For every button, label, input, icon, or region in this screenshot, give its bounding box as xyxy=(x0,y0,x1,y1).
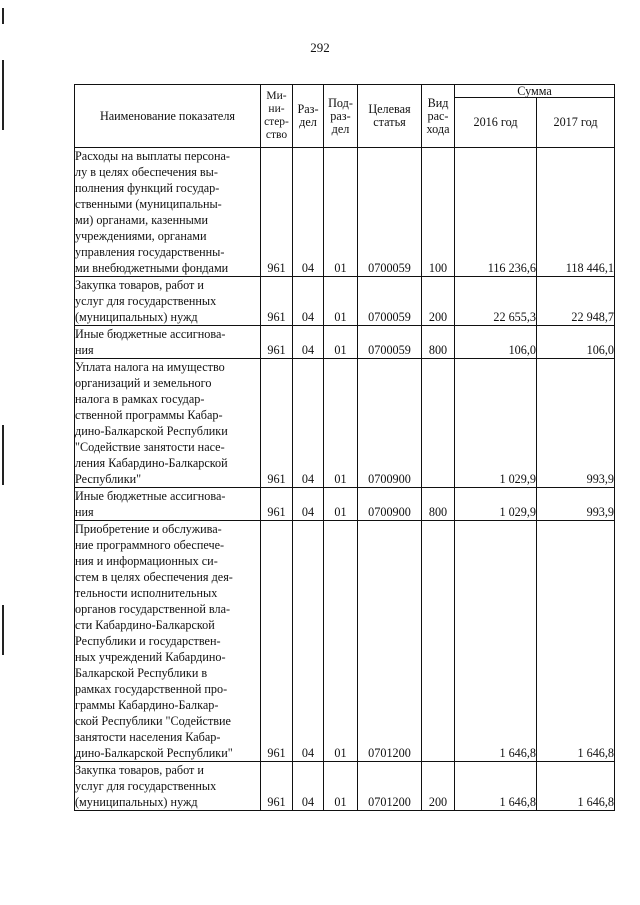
margin-mark xyxy=(2,60,4,130)
row-section: 04 xyxy=(293,277,324,326)
header-sum: Сумма xyxy=(455,85,615,98)
row-section: 04 xyxy=(293,359,324,488)
row-subsection: 01 xyxy=(324,326,358,359)
row-type: 100 xyxy=(422,148,455,277)
row-value-2017: 993,9 xyxy=(537,359,615,488)
row-target: 0701200 xyxy=(358,762,422,811)
row-value-2016: 106,0 xyxy=(455,326,537,359)
table-row xyxy=(75,762,615,811)
row-target: 0701200 xyxy=(358,521,422,762)
row-value-2016: 1 646,8 xyxy=(455,762,537,811)
header-name: Наименование показателя xyxy=(75,85,261,148)
margin-mark xyxy=(2,8,4,24)
header-year-2017: 2017 год xyxy=(537,98,615,148)
row-name: Расходы на выплаты персона- лу в целях обеспечения вы- полнения функций государ- ственными (муниципальны- ми) органами, казенными учреждениями, органами управления государственны- ми внебюджетными фондами xyxy=(75,148,261,277)
row-section: 04 xyxy=(293,148,324,277)
header-subsection: Под- раз- дел xyxy=(324,85,358,148)
table-row xyxy=(75,521,615,762)
row-value-2016: 1 029,9 xyxy=(455,488,537,521)
row-value-2016: 116 236,6 xyxy=(455,148,537,277)
row-target: 0700900 xyxy=(358,488,422,521)
row-type xyxy=(422,359,455,488)
row-ministry: 961 xyxy=(261,326,293,359)
row-target: 0700900 xyxy=(358,359,422,488)
row-name: Иные бюджетные ассигнова- ния xyxy=(75,488,261,521)
margin-mark xyxy=(2,425,4,485)
row-name: Иные бюджетные ассигнова- ния xyxy=(75,326,261,359)
header-year-2016: 2016 год xyxy=(455,98,537,148)
table-row xyxy=(75,359,615,488)
row-name: Приобретение и обслужива- ние программного обеспече- ния и информационных си- стем в целях обеспечения дея- тельности исполнительных органов государственной вла- сти Кабардино-Балкарской Республики и государствен- ных учреждений Кабардино- Балкарской Республики в рамках государственной про- граммы Кабардино-Балкар- ской Республики "Содействие занятости населения Кабар- дино-Балкарской Республики" xyxy=(75,521,261,762)
row-name: Закупка товаров, работ и услуг для государственных (муниципальных) нужд xyxy=(75,277,261,326)
row-ministry: 961 xyxy=(261,148,293,277)
row-value-2017: 22 948,7 xyxy=(537,277,615,326)
row-subsection: 01 xyxy=(324,277,358,326)
row-value-2017: 118 446,1 xyxy=(537,148,615,277)
row-section: 04 xyxy=(293,762,324,811)
row-subsection: 01 xyxy=(324,148,358,277)
row-subsection: 01 xyxy=(324,762,358,811)
table-row xyxy=(75,277,615,326)
page-number: 292 xyxy=(310,40,330,55)
row-value-2016: 1 646,8 xyxy=(455,521,537,762)
row-type: 800 xyxy=(422,326,455,359)
row-ministry: 961 xyxy=(261,359,293,488)
row-type xyxy=(422,521,455,762)
row-value-2016: 1 029,9 xyxy=(455,359,537,488)
row-target: 0700059 xyxy=(358,277,422,326)
table-row xyxy=(75,326,615,359)
row-value-2017: 1 646,8 xyxy=(537,521,615,762)
row-type: 200 xyxy=(422,277,455,326)
row-subsection: 01 xyxy=(324,521,358,762)
row-section: 04 xyxy=(293,521,324,762)
table-row xyxy=(75,488,615,521)
row-target: 0700059 xyxy=(358,148,422,277)
row-subsection: 01 xyxy=(324,359,358,488)
row-type: 200 xyxy=(422,762,455,811)
row-value-2016: 22 655,3 xyxy=(455,277,537,326)
row-ministry: 961 xyxy=(261,762,293,811)
margin-mark xyxy=(2,605,4,655)
row-subsection: 01 xyxy=(324,488,358,521)
row-type: 800 xyxy=(422,488,455,521)
header-section: Раз- дел xyxy=(293,85,324,148)
header-ministry: Ми- ни- стер- ство xyxy=(261,85,293,148)
budget-table xyxy=(74,84,615,811)
row-section: 04 xyxy=(293,488,324,521)
row-value-2017: 106,0 xyxy=(537,326,615,359)
table-row xyxy=(75,148,615,277)
row-value-2017: 1 646,8 xyxy=(537,762,615,811)
row-name: Закупка товаров, работ и услуг для государственных (муниципальных) нужд xyxy=(75,762,261,811)
header-type: Вид рас- хода xyxy=(422,85,455,148)
header-target: Целевая статья xyxy=(358,85,422,148)
row-ministry: 961 xyxy=(261,521,293,762)
row-target: 0700059 xyxy=(358,326,422,359)
row-section: 04 xyxy=(293,326,324,359)
row-ministry: 961 xyxy=(261,488,293,521)
row-ministry: 961 xyxy=(261,277,293,326)
row-name: Уплата налога на имущество организаций и земельного налога в рамках государ- ственной программы Кабар- дино-Балкарской Республики "Содействие занятости насе- ления Кабардино-Балкарской Республики" xyxy=(75,359,261,488)
row-value-2017: 993,9 xyxy=(537,488,615,521)
